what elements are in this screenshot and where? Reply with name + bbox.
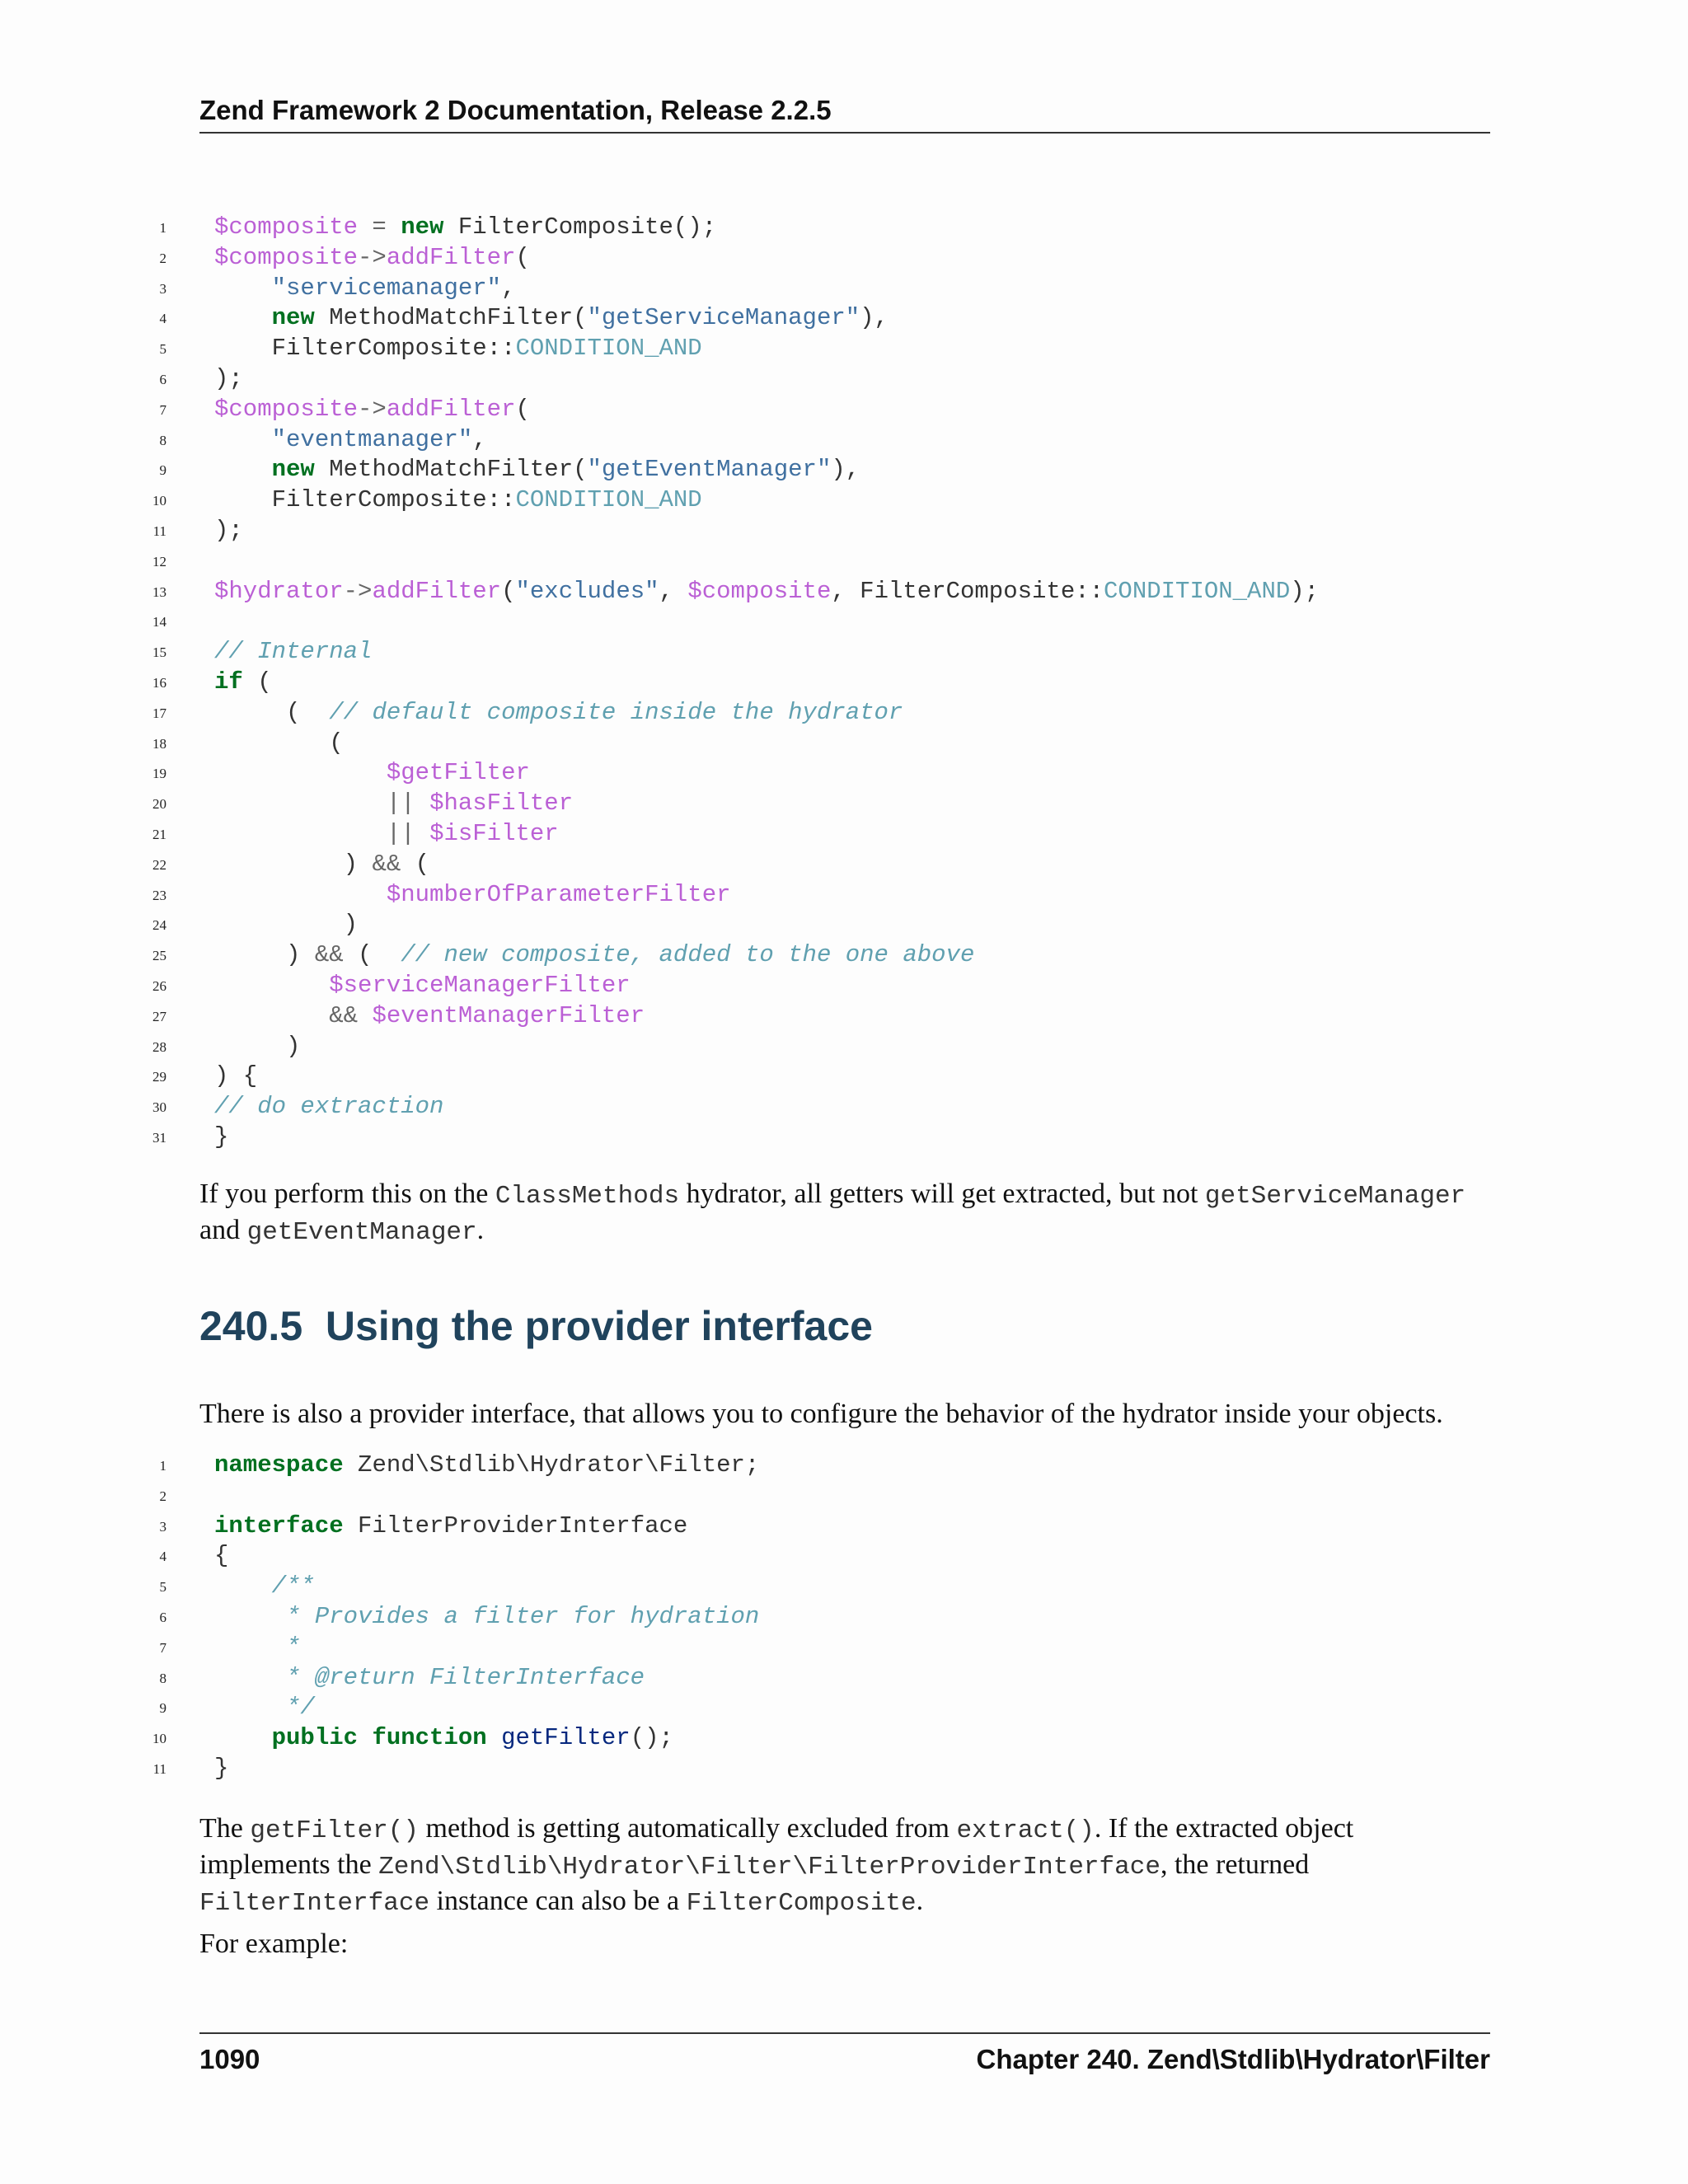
code-token: // default composite inside the hydrator [329, 698, 903, 726]
text: hydrator, all getters will get extracted, but not [679, 1179, 1205, 1209]
inline-code: Zend\Stdlib\Hydrator\Filter\FilterProviderInterface [378, 1853, 1160, 1882]
code-token: CONDITION_AND [515, 486, 702, 514]
code-token: "eventmanager" [271, 425, 473, 453]
line-number: 19 [152, 766, 166, 782]
code-text [214, 1754, 228, 1783]
section-heading [199, 1302, 873, 1350]
code-token [214, 1694, 286, 1721]
code-token: ) { [214, 1062, 258, 1090]
code-text [214, 1122, 228, 1152]
line-number: 28 [152, 1038, 166, 1055]
code-line [132, 395, 1533, 425]
code-text [214, 971, 631, 1001]
line-number: 10 [152, 493, 166, 509]
inline-code: getServiceManager [1204, 1182, 1466, 1211]
code-text [214, 789, 573, 818]
line-number: 31 [152, 1130, 166, 1146]
line-number: 8 [159, 432, 166, 448]
code-token: "servicemanager" [271, 274, 502, 302]
code-text [214, 1602, 759, 1632]
line-number: 24 [152, 917, 166, 934]
code-token: ( [515, 243, 530, 271]
code-token: * Provides a filter for hydration [286, 1603, 760, 1630]
code-token: $serviceManagerFilter [329, 972, 631, 999]
code-line [132, 637, 1533, 668]
code-token: && [314, 941, 344, 969]
code-token: * [286, 1633, 301, 1661]
code-line [132, 910, 1533, 940]
code-token: getFilter [501, 1724, 631, 1752]
line-number: 3 [159, 1518, 166, 1535]
code-token: ), [860, 304, 889, 332]
line-number: 11 [152, 523, 166, 539]
code-token: FilterComposite:: [214, 335, 516, 363]
code-line [132, 516, 1533, 546]
code-token: $getFilter [386, 759, 530, 787]
code-token: $isFilter [429, 820, 559, 847]
line-number: 15 [152, 644, 166, 661]
code-token: -> [343, 577, 373, 605]
code-token: } [214, 1123, 229, 1151]
code-text [214, 577, 1319, 607]
code-token: new [401, 213, 444, 241]
code-text [214, 395, 530, 424]
code-token: "getEventManager" [587, 456, 832, 484]
code-line [132, 1633, 1533, 1663]
code-text [214, 1723, 673, 1753]
code-token: new [271, 456, 315, 484]
code-text [214, 213, 716, 242]
code-line [132, 819, 1533, 850]
code-line [132, 334, 1533, 364]
code-line [132, 698, 1533, 729]
code-token: /** [271, 1572, 315, 1601]
code-token: if [214, 668, 243, 696]
text: method is getting automatically excluded from [419, 1813, 957, 1844]
line-number: 17 [152, 705, 166, 721]
inline-code: extract() [956, 1816, 1095, 1845]
page-footer [199, 2032, 1490, 2083]
line-number: 27 [152, 1008, 166, 1024]
code-line [132, 1663, 1533, 1694]
code-token: MethodMatchFilter( [314, 456, 588, 484]
code-token: { [214, 1542, 229, 1570]
line-number: 25 [152, 948, 166, 964]
code-line [132, 1032, 1533, 1062]
code-token: $composite [214, 213, 359, 241]
code-text [214, 668, 272, 697]
code-token: ( [343, 941, 401, 969]
line-number: 8 [159, 1670, 166, 1686]
code-line [132, 1451, 1533, 1481]
code-line [132, 1572, 1533, 1602]
chapter-title: Chapter 240. Zend\Stdlib\Hydrator\Filter [976, 2044, 1490, 2074]
code-token [214, 790, 387, 817]
code-token [214, 820, 387, 847]
code-token: new [271, 304, 315, 332]
code-text [214, 364, 243, 394]
code-text [214, 1633, 300, 1662]
line-number: 4 [159, 1549, 166, 1565]
code-token [214, 1572, 272, 1600]
code-line [132, 213, 1533, 243]
text: . If the extracted object implements the [199, 1813, 1354, 1880]
code-text [214, 485, 702, 515]
code-token [214, 426, 272, 453]
code-token: ) [214, 911, 359, 939]
line-number: 1 [159, 1458, 166, 1474]
code-token: CONDITION_AND [1104, 577, 1291, 605]
code-text [214, 1032, 300, 1062]
code-text [214, 1092, 443, 1122]
code-token [214, 881, 387, 908]
code-line [132, 940, 1533, 971]
code-line [132, 1511, 1533, 1542]
code-line [132, 758, 1533, 789]
code-token: , [472, 425, 487, 453]
code-token: || [386, 820, 430, 847]
code-token: && [329, 1001, 373, 1029]
code-token [214, 1603, 286, 1630]
code-token: -> [358, 395, 387, 423]
code-line [132, 668, 1533, 698]
code-token: ( [242, 668, 272, 696]
line-number: 2 [159, 250, 166, 266]
text: instance can also be a [429, 1886, 687, 1916]
line-number: 13 [152, 583, 166, 600]
code-text [214, 819, 559, 849]
code-line [132, 729, 1533, 759]
code-token: ( [214, 698, 330, 726]
line-number: 30 [152, 1099, 166, 1116]
line-number: 21 [152, 827, 166, 842]
inline-code: FilterComposite [686, 1889, 917, 1918]
code-text [214, 274, 515, 303]
code-text [214, 637, 372, 667]
code-token: ) [214, 850, 373, 878]
code-token: FilterProviderInterface [343, 1511, 688, 1540]
code-token: $composite [214, 243, 359, 271]
line-number: 23 [152, 887, 166, 903]
code-line [132, 607, 1533, 637]
code-text [214, 910, 358, 940]
line-number: 5 [159, 341, 166, 358]
code-token [214, 759, 387, 786]
code-text [214, 455, 860, 485]
code-token: */ [286, 1694, 315, 1722]
code-line [132, 274, 1533, 304]
code-token [214, 1724, 272, 1751]
code-token [214, 972, 329, 999]
code-token: ( [515, 395, 530, 423]
line-number: 11 [152, 1761, 166, 1777]
code-text [214, 940, 974, 970]
code-line [132, 1481, 1533, 1511]
code-line [132, 455, 1533, 485]
code-line [132, 546, 1533, 577]
line-number: 6 [159, 1610, 166, 1625]
line-number: 16 [152, 675, 166, 691]
line-number: 1 [159, 220, 166, 236]
paragraph-for-example: For example: [199, 1929, 349, 1959]
section-title: Using the provider interface [325, 1303, 873, 1349]
code-line [132, 789, 1533, 819]
code-token [214, 274, 272, 302]
paragraph-provider-intro: There is also a provider interface, that allows you to configure the behavior of the hydrator inside your objects. [199, 1399, 1443, 1429]
page-number: 1090 [199, 2044, 260, 2074]
code-token: // Internal [214, 638, 373, 666]
code-text [214, 850, 429, 879]
code-line [132, 1122, 1533, 1153]
code-line [132, 1693, 1533, 1723]
code-token: ( [214, 729, 344, 757]
paragraph-getfilter-note [199, 1811, 1490, 1920]
code-text [214, 1663, 645, 1693]
text: If you perform this on the [199, 1179, 495, 1209]
code-token: namespace [214, 1451, 344, 1479]
inline-code: ClassMethods [495, 1182, 680, 1211]
code-token: ( [401, 850, 430, 878]
code-line [132, 850, 1533, 880]
code-token: Zend\Stdlib\Hydrator\Filter; [343, 1451, 760, 1479]
code-token [214, 1664, 286, 1691]
code-token: FilterComposite:: [214, 486, 516, 514]
line-number: 12 [152, 553, 166, 569]
inline-code: FilterInterface [199, 1889, 430, 1918]
code-text [214, 1511, 687, 1541]
code-text [214, 1062, 257, 1091]
code-line [132, 971, 1533, 1001]
code-line [132, 1092, 1533, 1122]
text: . [916, 1886, 924, 1916]
paragraph-classmethods-note [199, 1177, 1490, 1249]
code-line [132, 485, 1533, 516]
line-number: 7 [159, 1639, 166, 1656]
code-line [132, 1001, 1533, 1032]
code-text [214, 303, 889, 333]
code-token: = [358, 213, 401, 241]
code-line [132, 577, 1533, 607]
line-number: 9 [159, 462, 166, 479]
code-text [214, 698, 903, 728]
code-line [132, 303, 1533, 334]
code-token [487, 1724, 501, 1751]
code-token [214, 1633, 286, 1661]
code-token: FilterComposite(); [443, 213, 717, 241]
code-token: ); [214, 365, 243, 392]
line-number: 6 [159, 372, 166, 387]
text: The [199, 1813, 251, 1844]
code-text [214, 758, 530, 788]
section-number: 240.5 [199, 1303, 303, 1349]
code-line [132, 1754, 1533, 1784]
line-number: 4 [159, 311, 166, 327]
code-text [214, 1451, 759, 1480]
line-number: 20 [152, 796, 166, 813]
running-title: Zend Framework 2 Documentation, Release 2.2.5 [199, 95, 832, 125]
code-token: $composite [214, 395, 359, 423]
code-token: public function [271, 1724, 487, 1752]
code-line [132, 1723, 1533, 1754]
code-token: , [501, 274, 516, 302]
code-token: interface [214, 1511, 344, 1540]
code-token: "excludes" [515, 577, 659, 605]
code-text [214, 880, 731, 910]
code-line [132, 1062, 1533, 1092]
text: and [199, 1215, 247, 1245]
code-text [214, 1572, 315, 1601]
code-text [214, 1541, 228, 1571]
code-text [214, 425, 487, 455]
inline-code: getFilter() [250, 1816, 419, 1845]
code-token: $eventManagerFilter [372, 1001, 645, 1029]
code-token: , FilterComposite:: [831, 577, 1104, 605]
line-number: 29 [152, 1069, 166, 1085]
code-token: addFilter [386, 243, 516, 271]
line-number: 18 [152, 735, 166, 752]
line-number: 7 [159, 401, 166, 418]
code-token: ( [501, 577, 516, 605]
text: . [476, 1215, 485, 1245]
code-token [214, 1002, 329, 1029]
line-number: 22 [152, 856, 166, 873]
code-line [132, 1541, 1533, 1572]
code-token: $hasFilter [429, 790, 574, 818]
code-token: || [386, 790, 430, 818]
code-token: addFilter [372, 577, 502, 605]
code-line [132, 364, 1533, 395]
code-text [214, 334, 702, 363]
text: , the returned [1160, 1849, 1310, 1880]
line-number: 3 [159, 280, 166, 297]
code-text [214, 729, 344, 758]
code-token: addFilter [386, 395, 516, 423]
code-token: * @return FilterInterface [286, 1663, 645, 1691]
code-token: // new composite, added to the one above [401, 941, 975, 969]
line-number: 14 [152, 614, 166, 630]
code-line [132, 1602, 1533, 1633]
code-token: $numberOfParameterFilter [386, 880, 731, 908]
line-number: 10 [152, 1731, 166, 1747]
code-token: ); [214, 517, 243, 544]
page-header [199, 92, 1490, 134]
code-token: && [372, 850, 401, 878]
code-line [132, 880, 1533, 911]
code-token: -> [358, 243, 387, 271]
line-number: 2 [159, 1488, 166, 1504]
code-token: CONDITION_AND [515, 335, 702, 363]
code-token: (); [630, 1724, 673, 1752]
code-token: , [659, 577, 688, 605]
code-token: $composite [687, 577, 832, 605]
code-text [214, 1001, 645, 1031]
code-token: MethodMatchFilter( [314, 304, 588, 332]
code-token: ); [1290, 577, 1320, 605]
code-text [214, 1693, 315, 1722]
code-text [214, 243, 530, 273]
line-number: 26 [152, 978, 166, 994]
code-token: // do extraction [214, 1093, 444, 1121]
code-token: ) [214, 941, 315, 969]
code-token [214, 456, 272, 483]
code-token: ), [831, 456, 860, 484]
code-token: ) [214, 1032, 301, 1060]
code-token: } [214, 1755, 229, 1782]
code-token: "getServiceManager" [587, 304, 860, 332]
line-number: 5 [159, 1579, 166, 1596]
code-line [132, 243, 1533, 274]
code-text [214, 516, 243, 546]
code-line [132, 425, 1533, 456]
inline-code: getEventManager [246, 1218, 477, 1247]
code-token: $hydrator [214, 577, 344, 605]
code-token [214, 304, 272, 331]
line-number: 9 [159, 1700, 166, 1717]
